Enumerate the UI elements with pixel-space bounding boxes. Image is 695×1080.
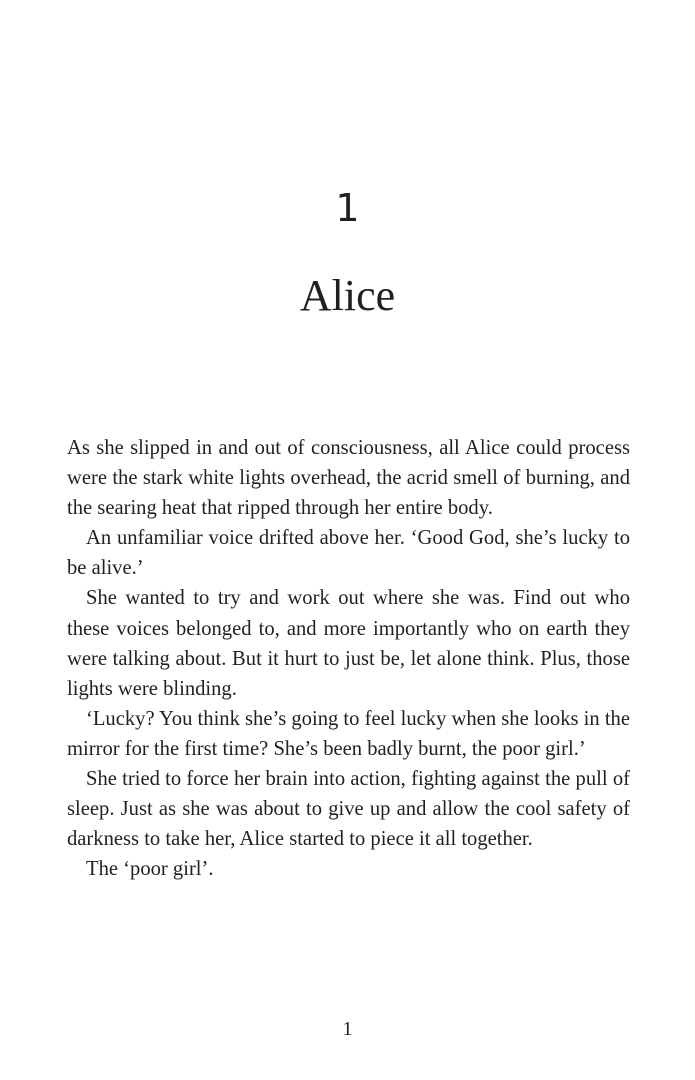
paragraph: She wanted to try and work out where she was. Find out who these voices belonged to, and more importantly who on earth they were talking about. But it hurt to just be, let alone think. Plus, those lights were blinding. (67, 587, 630, 700)
chapter-body (67, 433, 630, 884)
paragraph: An unfamiliar voice drifted above her. ‘Good God, she’s lucky to be alive.’ (67, 527, 630, 580)
paragraph: ‘Lucky? You think she’s going to feel lucky when she looks in the mirror for the first time? She’s been badly burnt, the poor girl.’ (67, 707, 630, 760)
paragraph: The ‘poor girl’. (86, 858, 214, 881)
paragraph: As she slipped in and out of consciousness, all Alice could process were the stark white lights overhead, the acrid smell of burning, and the searing heat that ripped through her entire body. (67, 437, 630, 520)
chapter-number: 1 (335, 186, 360, 230)
page-number: 1 (342, 1018, 353, 1040)
paragraph: She tried to force her brain into action, fighting against the pull of sleep. Just as she was about to give up and allow the cool safety of darkness to take her, Alice started to piece it all together. (67, 768, 630, 851)
chapter-title: Alice (299, 271, 396, 320)
